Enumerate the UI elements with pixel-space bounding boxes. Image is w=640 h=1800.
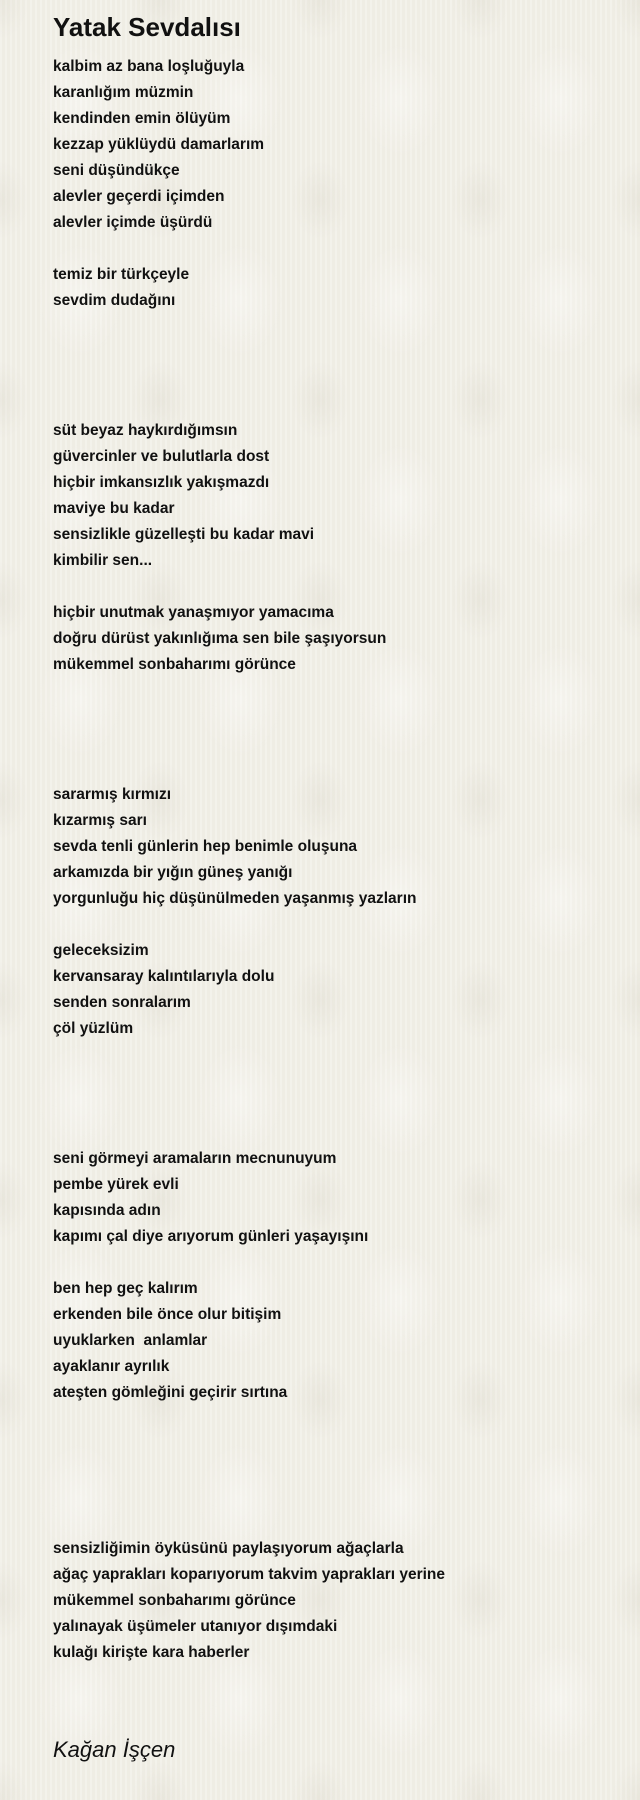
poem-line: kapımı çal diye arıyorum günleri yaşayışını [53, 1228, 369, 1245]
poem-line: kulağı kirişte kara haberler [53, 1644, 250, 1661]
poem-line: alevler içimde üşürdü [53, 214, 213, 231]
poem-line: karanlığım müzmin [53, 84, 194, 101]
poem-line: ateşten gömleğini geçirir sırtına [53, 1384, 288, 1401]
poem-blank-line [53, 1094, 640, 1120]
poem-blank-line [53, 1510, 640, 1536]
poem-line: hiçbir imkansızlık yakışmazdı [53, 474, 270, 491]
poem-line: kendinden emin ölüyüm [53, 110, 231, 127]
poem-body [53, 54, 640, 1666]
poem-line: erkenden bile önce olur bitişim [53, 1306, 282, 1323]
poem-blank-line [53, 1250, 640, 1276]
poem-author: Kağan İşçen [53, 1737, 176, 1762]
poem-blank-line [53, 236, 640, 262]
poem-line: yorgunluğu hiç düşünülmeden yaşanmış yazların [53, 890, 417, 907]
poem-line: temiz bir türkçeyle [53, 266, 190, 283]
poem-blank-line [53, 704, 640, 730]
poem-line: mükemmel sonbaharımı görünce [53, 656, 296, 673]
poem-line: kızarmış sarı [53, 812, 147, 829]
poem-line: kervansaray kalıntılarıyla dolu [53, 968, 275, 985]
poem-line: süt beyaz haykırdığımsın [53, 422, 238, 439]
poem-line: sevda tenli günlerin hep benimle oluşuna [53, 838, 358, 855]
poem-blank-line [53, 392, 640, 418]
poem-blank-line [53, 1068, 640, 1094]
poem-line: mükemmel sonbaharımı görünce [53, 1592, 296, 1609]
poem-line: ayaklanır ayrılık [53, 1358, 170, 1375]
poem-line: doğru dürüst yakınlığıma sen bile şaşıyorsun [53, 630, 387, 647]
poem-line: sensizliğimin öyküsünü paylaşıyorum ağaçlarla [53, 1540, 404, 1557]
poem-blank-line [53, 1120, 640, 1146]
poem-blank-line [53, 730, 640, 756]
poem-line: geleceksizim [53, 942, 149, 959]
poem-blank-line [53, 574, 640, 600]
poem-blank-line [53, 1042, 640, 1068]
poem-line: sararmış kırmızı [53, 786, 172, 803]
poem-line: ben hep geç kalırım [53, 1280, 198, 1297]
poem-line: kalbim az bana loşluğuyla [53, 58, 245, 75]
poem-blank-line [53, 314, 640, 340]
poem-line: uyuklarken anlamlar [53, 1332, 208, 1349]
poem-blank-line [53, 1484, 640, 1510]
poem-blank-line [53, 1406, 640, 1432]
poem-title: Yatak Sevdalısı [53, 12, 241, 42]
poem-line: çöl yüzlüm [53, 1020, 134, 1037]
poem-blank-line [53, 340, 640, 366]
poem-blank-line [53, 912, 640, 938]
poem-line: ağaç yaprakları koparıyorum takvim yaprakları yerine [53, 1566, 446, 1583]
poem-line: alevler geçerdi içimden [53, 188, 225, 205]
poem-line: yalınayak üşümeler utanıyor dışımdaki [53, 1618, 338, 1635]
poem-line: kapısında adın [53, 1202, 161, 1219]
poem-line: senden sonralarım [53, 994, 191, 1011]
poem-blank-line [53, 678, 640, 704]
poem-line: kimbilir sen... [53, 552, 153, 569]
poem-line: maviye bu kadar [53, 500, 175, 517]
poem-line: kezzap yüklüydü damarlarım [53, 136, 265, 153]
poem-line: hiçbir unutmak yanaşmıyor yamacıma [53, 604, 334, 621]
poem-line: arkamızda bir yığın güneş yanığı [53, 864, 293, 881]
poem-line: pembe yürek evli [53, 1176, 179, 1193]
poem-blank-line [53, 1458, 640, 1484]
poem-blank-line [53, 1432, 640, 1458]
poem-line: seni düşündükçe [53, 162, 180, 179]
poem-line: sensizlikle güzelleşti bu kadar mavi [53, 526, 315, 543]
poem-line: seni görmeyi aramaların mecnunuyum [53, 1150, 337, 1167]
poem-line: sevdim dudağını [53, 292, 176, 309]
poem-blank-line [53, 756, 640, 782]
poem-blank-line [53, 366, 640, 392]
poem-line: güvercinler ve bulutlarla dost [53, 448, 270, 465]
